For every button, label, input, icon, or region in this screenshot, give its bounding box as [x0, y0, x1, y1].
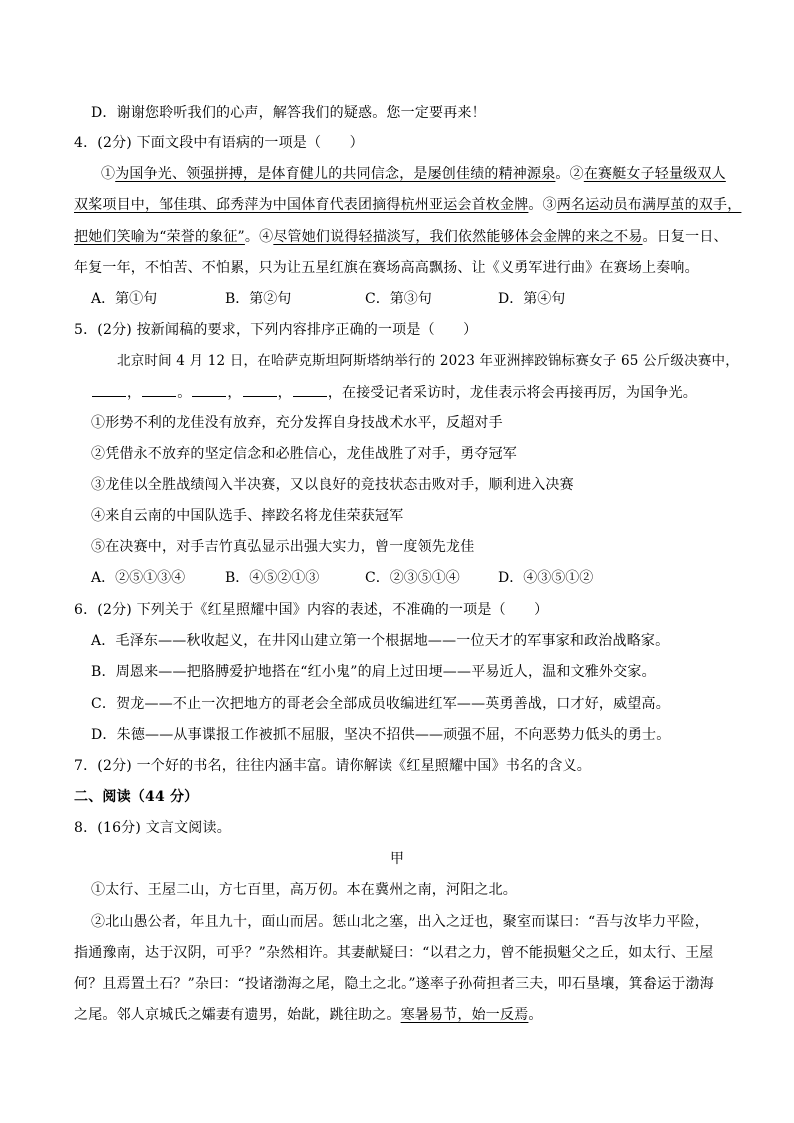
q5-stem: 5．(2分) 按新闻稿的要求，下列内容排序正确的一项是（ ）: [74, 322, 478, 338]
q8-underlined-sentence: 寒暑易节，始一反焉: [400, 1007, 529, 1023]
q4-option-b: B．第②句: [225, 291, 292, 307]
q4-text: 。④: [244, 229, 274, 245]
q5-item-2: ②凭借永不放弃的坚定信念和必胜信心，龙佳战胜了对手，勇夺冠军: [91, 446, 517, 462]
q8-text: 之尾。邻人京城氏之孀妻有遗男，始龀，跳往助之。: [74, 1007, 401, 1023]
q4-sentence-2: 双桨项目中，邹佳琪、邱秀萍为中国体育代表团摘得杭州亚运会首枚金牌: [74, 197, 529, 213]
q8-stem: 8．(16分) 文言文阅读。: [74, 820, 231, 836]
q5-option-a: A．②⑤①③④: [91, 570, 186, 586]
answer-blank[interactable]: [293, 382, 327, 397]
answer-blank[interactable]: [192, 382, 226, 397]
q4-sentence-3: 两名运动员布满厚茧的双手，: [556, 197, 742, 213]
q4-option-d: D．第④句: [498, 291, 566, 307]
q4-text: 。日复一日、: [642, 229, 728, 245]
q4-text: 。③: [528, 197, 557, 213]
q6-stem: 6．(2分) 下列关于《红星照耀中国》内容的表述，不准确的一项是（ ）: [74, 602, 549, 618]
q7-stem: 7．(2分) 一个好的书名，往往内涵丰富。请你解读《红星照耀中国》书名的含义。: [74, 758, 591, 774]
q8-passage-para-2-line-2: 指通豫南，达于汉阴，可乎？”杂然相许。其妻献疑曰：“以君之力，曾不能损魁父之丘，如太行、王屋: [74, 945, 714, 961]
q8-passage-para-1: ①太行、王屋二山，方七百里，高万仞。本在冀州之南，河阳之北。: [91, 882, 517, 898]
q8-passage-para-2-line-3: 何？且焉置土石？”杂曰：“投诸渤海之尾，隐土之北。”遂率子孙荷担者三夫，叩石垦壤，箕畚运于渤海: [74, 976, 714, 992]
q4-paragraph-line-3: [74, 227, 728, 247]
section-heading-reading: 二、阅读（44 分）: [74, 789, 199, 805]
q4-sentence-3: 把她们笑喻为“荣誉的象征”: [74, 229, 245, 245]
q5-item-4: ④来自云南的中国队选手、摔跤名将龙佳荣获冠军: [91, 508, 404, 524]
q4-text: ①: [101, 166, 116, 182]
q4-paragraph-line-1: [101, 164, 726, 184]
q5-intro: 北京时间 4 月 12 日，在哈萨克斯坦阿斯塔纳举行的 2023 年亚洲摔跤锦标赛女子 65 公斤级决赛中，: [117, 353, 739, 369]
q4-sentence-2: 在赛艇女子轻量级双人: [583, 166, 726, 182]
q8-text: 。: [528, 1007, 543, 1023]
answer-blank[interactable]: [142, 382, 176, 397]
q4-paragraph-line-2: [74, 195, 741, 215]
q5-option-b: B．④⑤②①③: [225, 570, 320, 586]
q5-option-c: C．②③⑤①④: [365, 570, 460, 586]
answer-blank[interactable]: [243, 382, 277, 397]
q8-passage-para-2-line-1: ②北山愚公者，年且九十，面山而居。惩山北之塞，出入之迂也，聚室而谋曰：“吾与汝毕力平险，: [91, 914, 709, 930]
q4-sentence-4: 尽管她们说得轻描淡写，我们依然能够体会金牌的来之不易: [273, 229, 643, 245]
q8-passage-para-2-line-4: [74, 1005, 543, 1025]
q5-option-d: D．④③⑤①②: [498, 570, 594, 586]
q4-option-a: A．第①句: [91, 291, 158, 307]
q5-blanks-tail: ，在接受记者采访时，龙佳表示将会再接再厉，为国争光。: [327, 385, 698, 401]
q8-passage-title: 甲: [390, 851, 405, 867]
q6-option-c: C．贺龙——不止一次把地方的哥老会全部成员收编进红军——英勇善战，口才好，威望高。: [91, 696, 670, 712]
q6-option-a: A．毛泽东——秋收起义，在井冈山建立第一个根据地——一位天才的军事家和政治战略家。: [91, 633, 670, 649]
q4-paragraph-line-4: 年复一年，不怕苦、不怕累，只为让五星红旗在赛场高高飘扬、让《义勇军进行曲》在赛场上奏响。: [74, 260, 699, 276]
q6-option-d: D．朱德——从事谍报工作被抓不屈服，坚决不招供——顽强不屈，不向恶势力低头的勇士。: [91, 727, 671, 743]
q5-item-3: ③龙佳以全胜战绩闯入半决赛，又以良好的竞技状态击败对手，顺利进入决赛: [91, 477, 574, 493]
q3-option-d: D．谢谢您聆听我们的心声，解答我们的疑惑。您一定要再来！: [91, 105, 486, 121]
q4-option-c: C．第③句: [365, 291, 432, 307]
q4-sentence-1: 为国争光、领强拼搏，是体育健儿的共同信念，是屡创佳绩的精神源泉: [115, 166, 556, 182]
q4-stem: 4．(2分) 下面文段中有语病的一项是（ ）: [74, 135, 364, 151]
q4-text: 。②: [555, 166, 584, 182]
q6-option-b: B．周恩来——把胳膊爱护地搭在“红小鬼”的肩上过田埂——平易近人，温和文雅外交家。: [91, 664, 656, 680]
q5-blanks-line: ， 。 ， ， ，在接受记者采访时，龙佳表示将会再接再厉，为国争光。: [91, 382, 697, 403]
answer-blank[interactable]: [92, 382, 126, 397]
q5-item-5: ⑤在决赛中，对手吉竹真弘显示出强大实力，曾一度领先龙佳: [91, 539, 475, 555]
q5-item-1: ①形势不利的龙佳没有放弃，充分发挥自身技战术水平，反超对手: [91, 415, 503, 431]
